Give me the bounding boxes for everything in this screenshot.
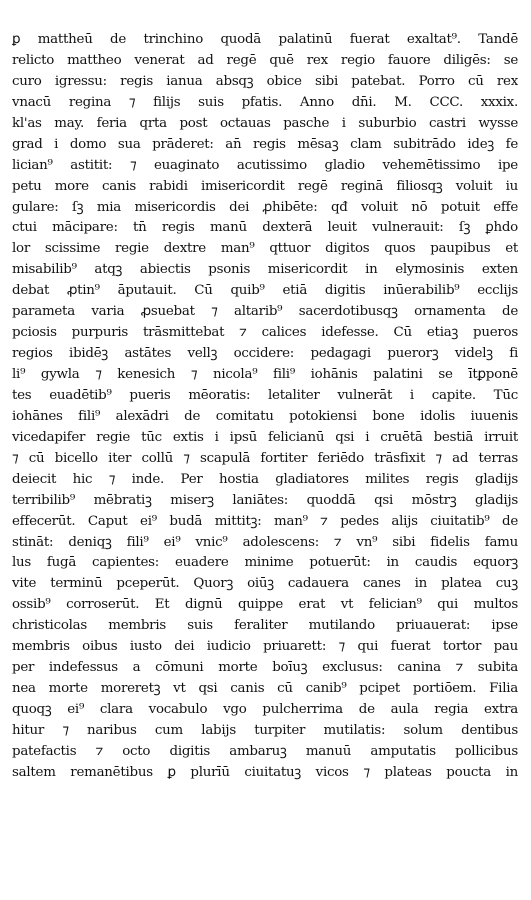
blackletter-text-column [12,30,518,784]
text-line: misabilib⁹ atqꝫ abiectis psonis misericordit in elymosinis exten [12,262,518,278]
text-line: terribilib⁹ mēbratiꝫ miserꝫ laniātes: quoddā qsi mōstrꝫ gladijs [12,492,518,508]
text-line: ossib⁹ corroserūt. Et dignū quippe erat vt felician⁹ qui multos [12,597,518,613]
text-line: lician⁹ astitit: ⁊ euaginato acutissimo gladio vehemētissimo ipe [12,157,518,173]
text-line: curo igressu: regis ianua absqꝫ obice sibi patebat. Porro cū rex [12,73,518,89]
text-line: pciosis purpuris trāsmittebat ⁊ calices idefesse. Cū etiaꝫ pueros [12,325,518,341]
text-line: vnacū regina ⁊ filijs suis pfatis. Anno dn̄i. M. CCC. xxxix. [12,94,518,110]
text-line: grad i domo sua prāderet: an̄ regis mēsaꝫ clam subitrādo ideꝫ fe [12,136,518,152]
text-line: lus fugā capientes: euadere minime potuerūt: in caudis equorꝫ [12,555,518,571]
text-line: kl'as may. feria qrta post octauas pasche i suburbio castri wysse [12,115,518,131]
text-line: per indefessus a cōmuni morte boīuꝫ exclusus: canina ⁊ subita [12,660,518,676]
text-line: vite terminū pceperūt. Quorꝫ oiūꝫ cadauera canes in platea cuꝫ [12,576,518,592]
text-line: vicedapifer regie tūc extis i ipsū felicianū qsi i cruētā bestiā irruit [12,429,518,445]
text-line: deiecit hic ⁊ inde. Per hostia gladiatores milites regis gladijs [12,471,518,487]
text-line: ⁊ cū bicello iter collū ⁊ scapulā fortiter feriēdo trāsfixit ⁊ ad terras [12,450,518,466]
text-line: lor scissime regie dextre man⁹ qttuor digitos quos paupibus et [12,241,518,257]
text-line: effecerūt. Caput ei⁹ budā mittitꝫ: man⁹ ⁊ pedes alijs ciuitatib⁹ de [12,513,518,529]
text-line: patefactis ⁊ octo digitis ambaruꝫ manuū amputatis pollicibus [12,743,518,759]
text-line: christicolas membris suis feraliter mutilando priuauerat: ipse [12,618,518,634]
text-line: gulare: ſꝫ mia misericordis dei ꝓhibēte: qđ voluit nō potuit effe [12,199,518,215]
text-line: ctui mācipare: tn̄ regis manū dexterā leuit vulnerauit: ſꝫ ꝑhdo [12,220,518,236]
text-line: nea morte moreretꝫ vt qsi canis cū canib⁹ pcipet portiōem. Filia [12,681,518,697]
text-line: parameta varia ꝓsuebat ⁊ altarib⁹ sacerdotibusqꝫ ornamenta de [12,304,518,320]
text-line: relicto mattheo venerat ad regē quē rex regio fauore diligēs: se [12,52,518,68]
text-line: saltem remanētibus ꝑ plurīū ciuitatuꝫ vicos ⁊ plateas poucta in [12,764,518,780]
text-line: stināt: deniqꝫ fili⁹ ei⁹ vnic⁹ adolescens: ⁊ vn⁹ sibi fidelis famu [12,534,518,550]
text-line: regios ibidēꝫ astātes vellꝫ occidere: pedagagi puerorꝫ videlꝫ fi [12,346,518,362]
text-line: membris oibus iusto dei iudicio priuarett: ⁊ qui fuerat tortor pau [12,639,518,655]
text-line: quoqꝫ ei⁹ clara vocabulo vgo pulcherrima de aula regia extra [12,702,518,717]
text-line: debat ꝓtin⁹ āputauit. Cū quib⁹ etiā digitis inūerabilib⁹ ecclijs [12,283,518,299]
text-line: li⁹ gywla ⁊ kenesich ⁊ nicola⁹ fili⁹ iohānis palatini se ītꝑponē [12,367,518,382]
text-line: ꝑ mattheū de trinchino quodā palatinū fuerat exaltat⁹. Tandē [12,32,518,47]
text-line: hitur ⁊ naribus cum labijs turpiter mutilatis: solum dentibus [12,722,518,738]
text-line: petu more canis rabidi imisericordit regē reginā filiosqꝫ voluit iu [12,178,518,194]
text-line: tes euadētib⁹ pueris mēoratis: letaliter vulnerāt i capite. Tūc [12,387,518,403]
text-line: iohānes fili⁹ alexādri de comitatu potokiensi bone idolis iuuenis [12,408,518,424]
